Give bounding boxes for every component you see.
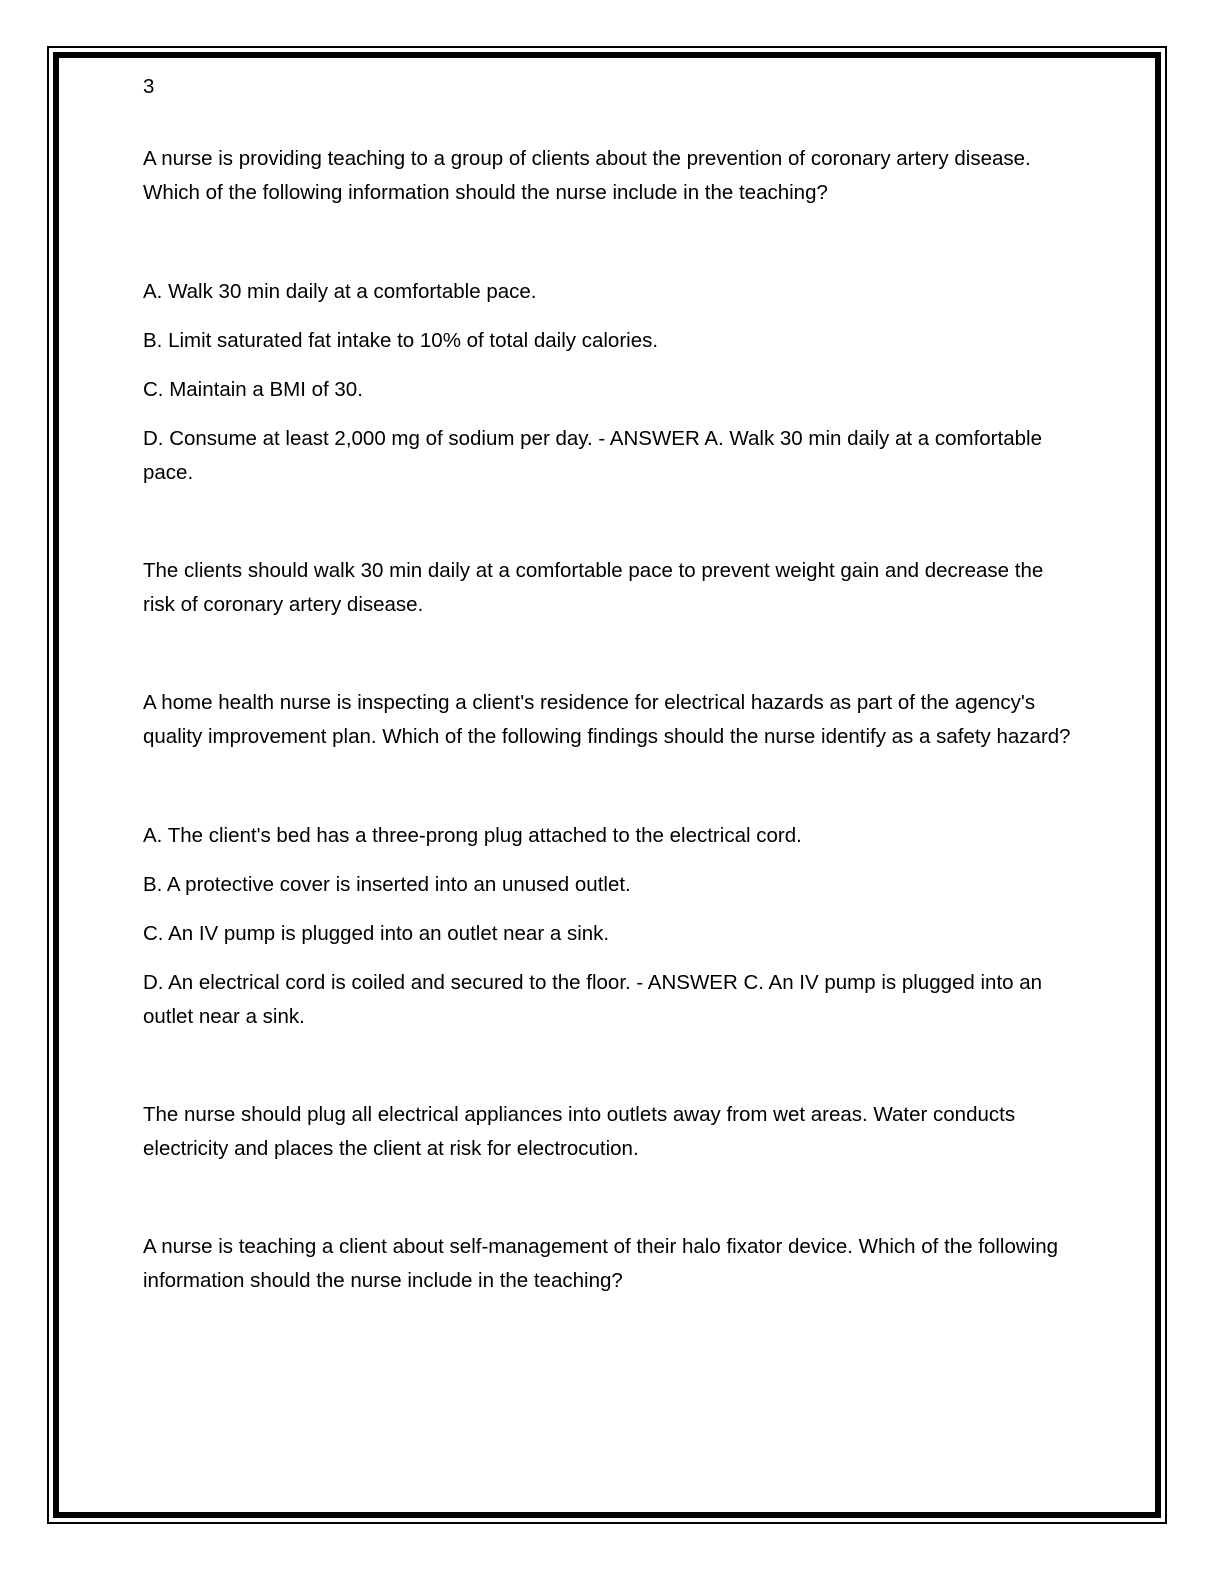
question-2-option-b: B. A protective cover is inserted into an unused outlet.: [143, 873, 631, 896]
page-number: 3: [143, 75, 155, 98]
question-1-option-a: A. Walk 30 min daily at a comfortable pace.: [143, 280, 537, 303]
question-2-option-c: C. An IV pump is plugged into an outlet near a sink.: [143, 922, 610, 945]
question-1-option-b: B. Limit saturated fat intake to 10% of total daily calories.: [143, 329, 659, 352]
question-2-option-d-answer: D. An electrical cord is coiled and secured to the floor. - ANSWER C. An IV pump is plugged into an outlet near a sink.: [143, 971, 1043, 1028]
question-2-rationale: The nurse should plug all electrical appliances into outlets away from wet areas. Water conducts electricity and places the client at risk for electrocution.: [143, 1103, 1016, 1160]
question-1-stem: A nurse is providing teaching to a group of clients about the prevention of coronary artery disease. Which of the following information should the nurse include in the teaching?: [143, 147, 1031, 204]
question-2-stem: A home health nurse is inspecting a client's residence for electrical hazards as part of the agency's quality improvement plan. Which of the following findings should the nurse identify as a safety hazard?: [143, 691, 1071, 748]
question-1-option-c: C. Maintain a BMI of 30.: [143, 378, 363, 401]
document-body: [143, 70, 1073, 1298]
question-1-rationale: The clients should walk 30 min daily at a comfortable pace to prevent weight gain and decrease the risk of coronary artery disease.: [143, 559, 1044, 616]
question-3-stem: A nurse is teaching a client about self-management of their halo fixator device. Which of the following information should the nurse include in the teaching?: [143, 1235, 1059, 1292]
question-1-option-d-answer: D. Consume at least 2,000 mg of sodium per day. - ANSWER A. Walk 30 min daily at a comfortable pace.: [143, 427, 1042, 484]
question-2-option-a: A. The client's bed has a three-prong plug attached to the electrical cord.: [143, 824, 802, 847]
